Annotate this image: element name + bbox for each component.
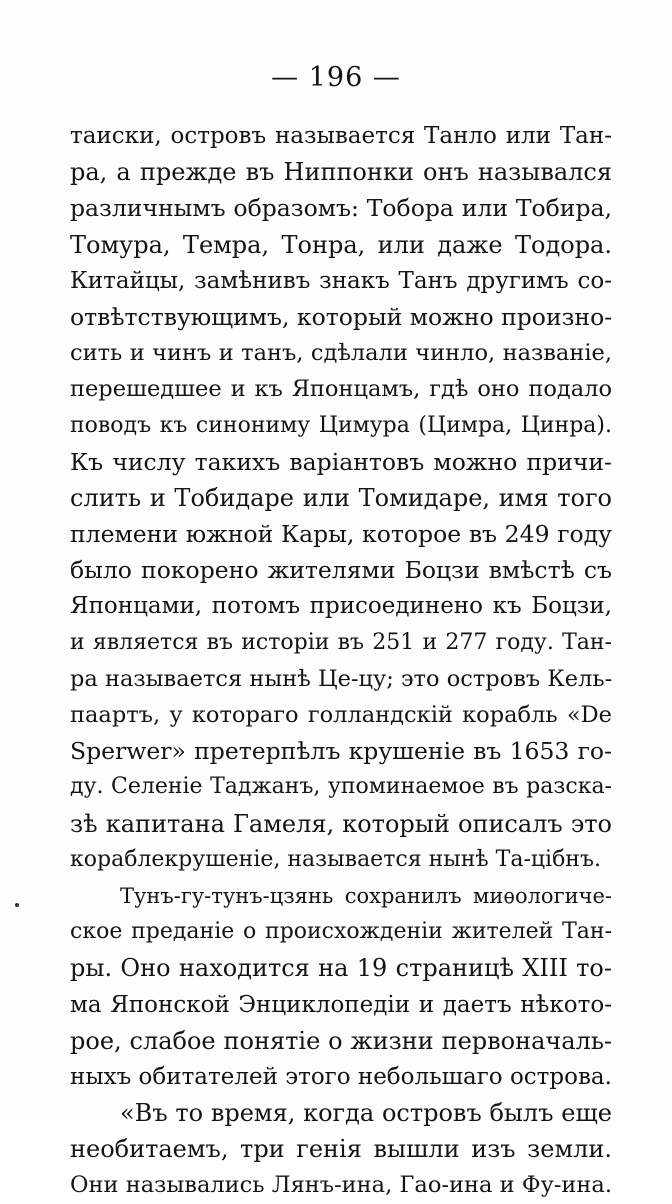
- ink-speck: [15, 903, 19, 907]
- text-line: рое, слабое понятіе о жизни первоначаль-: [70, 1026, 612, 1055]
- text-line: слить и Тобидаре или Томидаре, имя того: [70, 483, 612, 512]
- text-line: ра называется нынѣ Це-цу; это островъ Кель-: [70, 665, 612, 692]
- text-line: зѣ капитана Гамеля, который описалъ это: [70, 809, 612, 838]
- text-line: ма Японской Энциклопедіи и даетъ нѣкото-: [70, 991, 612, 1018]
- text-line: ры. Оно находится на 19 страницѣ XIII то-: [70, 954, 612, 983]
- text-line: Японцами, потомъ присоединено къ Боцзи,: [70, 593, 612, 620]
- text-line: Sperwer» претерпѣлъ крушеніе въ 1653 го-: [70, 737, 612, 766]
- text-line: поводъ къ синониму Цимура (Цимра, Цинра).: [70, 412, 612, 438]
- text-line: ра, а прежде въ Ниппонки онъ назывался: [70, 158, 612, 187]
- text-line: Томура, Темра, Тонра, или даже Тодора.: [70, 230, 612, 259]
- text-line: различнымъ образомъ: Тобора или Тобира,: [70, 194, 612, 223]
- text-line: Они назывались Лянъ-ина, Гао-ина и Фу-ина.: [70, 1172, 612, 1199]
- text-line: сить и чинъ и танъ, сдѣлали чинло, названіе,: [70, 340, 612, 367]
- text-line: ское преданіе о происхожденіи жителей Тан-: [70, 919, 612, 945]
- paragraph-1: [70, 118, 612, 878]
- paragraph-2: [70, 878, 612, 1095]
- text-line: отвѣтствующимъ, который можно произно-: [70, 302, 612, 331]
- text-line: ду. Селеніе Таджанъ, упоминаемое въ разска-: [70, 774, 612, 800]
- text-line: ныхъ обитателей этого небольшаго острова.: [70, 1063, 612, 1090]
- body-text: [70, 118, 612, 1204]
- text-line: перешедшее и къ Японцамъ, гдѣ оно подало: [70, 376, 612, 403]
- text-line: кораблекрушеніе, называется нынѣ Та-цібнъ.: [70, 846, 601, 872]
- text-line: было покорено жителями Боцзи вмѣстѣ съ: [70, 556, 612, 585]
- text-line: Къ числу такихъ варіантовъ можно причи-: [70, 447, 612, 476]
- text-line: паартъ, у котораго голландскій корабль «De: [70, 702, 612, 728]
- text-line: «Въ то время, когда островъ былъ еще: [120, 1099, 612, 1128]
- text-line: необитаемъ, три генія вышли изъ земли.: [70, 1135, 612, 1164]
- text-line: Китайцы, замѣнивъ знакъ Танъ другимъ со-: [70, 267, 612, 294]
- text-line: племени южной Кары, которое въ 249 году: [70, 520, 612, 549]
- paragraph-3: [70, 1095, 612, 1204]
- page-number: — 196 —: [271, 62, 401, 93]
- text-line: таиски, островъ называется Танло или Тан-: [70, 123, 612, 149]
- text-line: и является въ исторіи въ 251 и 277 году. Тан-: [70, 629, 612, 655]
- text-line: Тунъ-гу-тунъ-цзянь сохранилъ миѳологиче-: [120, 883, 612, 908]
